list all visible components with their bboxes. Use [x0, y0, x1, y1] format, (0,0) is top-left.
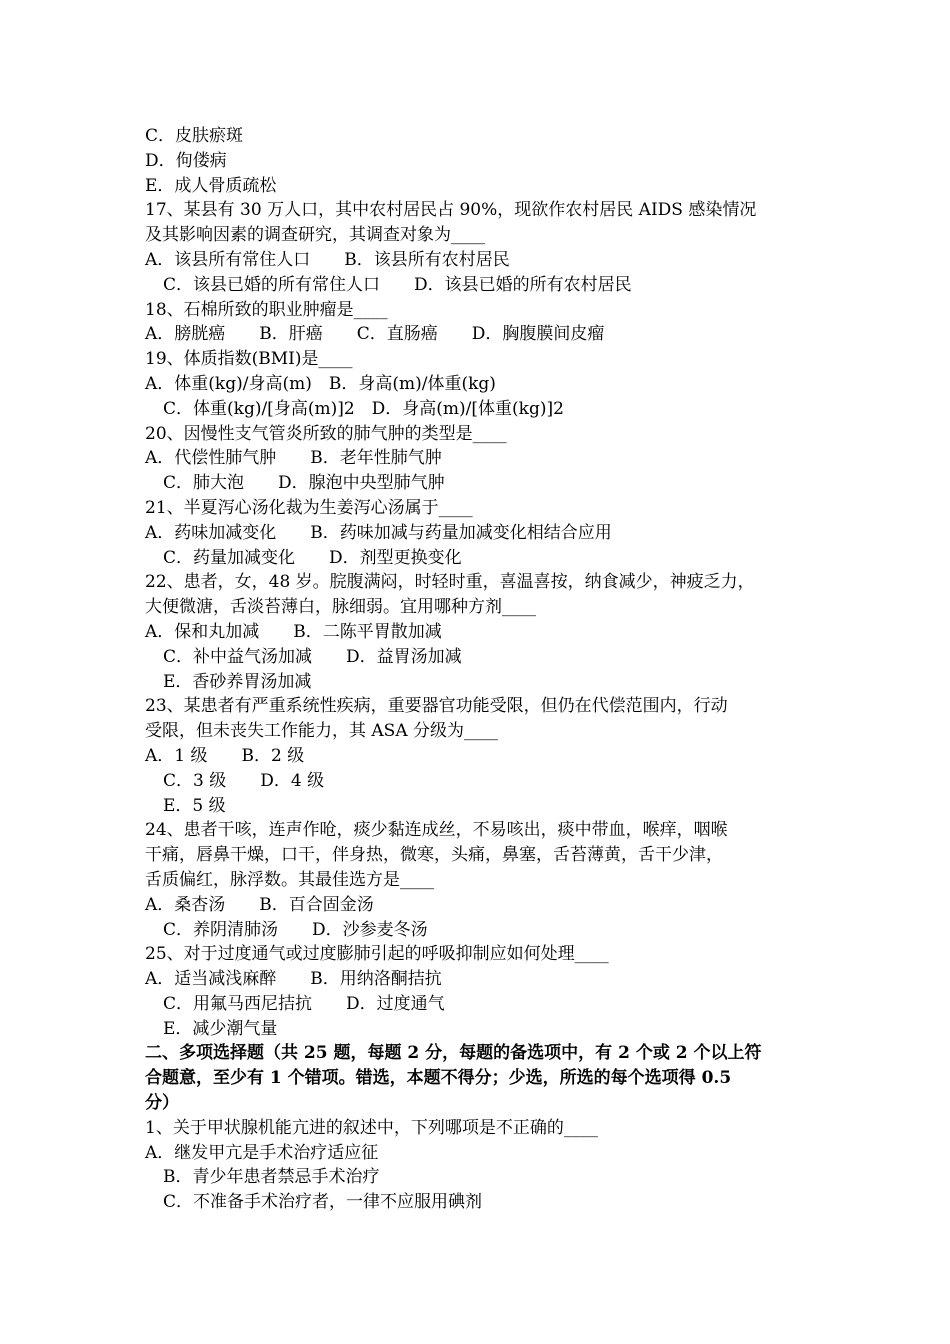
text-line: C．皮肤瘀斑: [145, 126, 244, 146]
text-line: 17、某县有 30 万人口，其中农村居民占 90%，现欲作农村居民 AIDS 感染情况: [145, 200, 757, 221]
section-heading-line: 合题意，至少有 1 个错项。错选，本题不得分；少选，所选的每个选项得 0.5: [145, 1068, 732, 1089]
text-line: 22、患者，女，48 岁。脘腹满闷，时轻时重，喜温喜按，纳食减少，神疲乏力，: [145, 572, 755, 593]
section-heading-line: 二、多项选择题（共 25 题，每题 2 分，每题的备选项中，有 2 个或 2 个以上符: [145, 1043, 762, 1064]
text-line: 21、半夏泻心汤化裁为生姜泻心汤属于____: [145, 497, 473, 518]
text-line: 舌质偏红，脉浮数。其最佳选方是____: [145, 869, 434, 890]
text-line: A．桑杏汤 B．百合固金汤: [145, 894, 374, 915]
text-line: C．该县已婚的所有常住人口 D．该县已婚的所有农村居民: [163, 274, 632, 295]
text-line: A．适当减浅麻醉 B．用纳洛酮拮抗: [145, 969, 442, 990]
text-line: A．体重(kg)/身高(m) B．身高(m)/体重(kg): [145, 373, 496, 394]
text-line: C．药量加减变化 D．剂型更换变化: [163, 547, 462, 568]
text-line: C．不准备手术治疗者，一律不应服用碘剂: [163, 1192, 483, 1213]
text-line: 24、患者干咳，连声作呛，痰少黏连成丝，不易咳出，痰中带血，喉痒，咽喉: [145, 820, 728, 841]
text-line: A．膀胱癌 B．肝癌 C．直肠癌 D．胸腹膜间皮瘤: [145, 324, 605, 345]
text-line: E．香砂养胃汤加减: [163, 671, 312, 692]
text-line: 25、对于过度通气或过度膨肺引起的呼吸抑制应如何处理____: [145, 944, 609, 965]
text-line: 19、体质指数(BMI)是____: [145, 349, 353, 370]
text-line: C．肺大泡 D．腺泡中央型肺气肿: [163, 473, 445, 494]
text-line: 及其影响因素的调查研究，其调查对象为____: [145, 225, 485, 246]
text-line: 20、因慢性支气管炎所致的肺气肿的类型是____: [145, 423, 507, 444]
text-line: A．药味加减变化 B．药味加减与药量加减变化相结合应用: [145, 522, 612, 543]
text-line: 受限，但未丧失工作能力，其 ASA 分级为____: [145, 721, 499, 742]
text-line: A．该县所有常住人口 B．该县所有农村居民: [145, 249, 510, 270]
text-line: A．继发甲亢是手术治疗适应征: [145, 1142, 379, 1163]
text-line: A．代偿性肺气肿 B．老年性肺气肿: [145, 448, 442, 469]
text-line: A．1 级 B．2 级: [145, 745, 305, 766]
section-heading-line: 分）: [145, 1093, 179, 1114]
document-page: [145, 124, 825, 1215]
text-line: C．体重(kg)/[身高(m)]2 D．身高(m)/[体重(kg)]2: [163, 398, 564, 419]
text-line: C．补中益气汤加减 D．益胃汤加减: [163, 646, 462, 667]
text-line: 18、石棉所致的职业肿瘤是____: [145, 299, 388, 320]
text-line: B．青少年患者禁忌手术治疗: [163, 1167, 380, 1188]
text-line: C．养阴清肺汤 D．沙参麦冬汤: [163, 919, 428, 940]
text-line: 1、关于甲状腺机能亢进的叙述中，下列哪项是不正确的____: [145, 1117, 598, 1138]
text-line: A．保和丸加减 B．二陈平胃散加减: [145, 621, 442, 642]
text-line: C．3 级 D．4 级: [163, 770, 325, 791]
text-line: 大便微溏，舌淡苔薄白，脉细弱。宜用哪种方剂____: [145, 597, 536, 618]
text-line: E．5 级: [163, 795, 226, 816]
text-line: D．佝偻病: [145, 150, 227, 171]
text-line: 23、某患者有严重系统性疾病，重要器官功能受限，但仍在代偿范围内，行动: [145, 696, 728, 717]
text-line: E．减少潮气量: [163, 1018, 278, 1039]
text-line: E．成人骨质疏松: [145, 175, 277, 196]
text-line: C．用氟马西尼拮抗 D．过度通气: [163, 993, 445, 1014]
text-line: 干痛，唇鼻干燥，口干，伴身热，微寒，头痛，鼻塞，舌苔薄黄，舌干少津，: [145, 845, 723, 866]
